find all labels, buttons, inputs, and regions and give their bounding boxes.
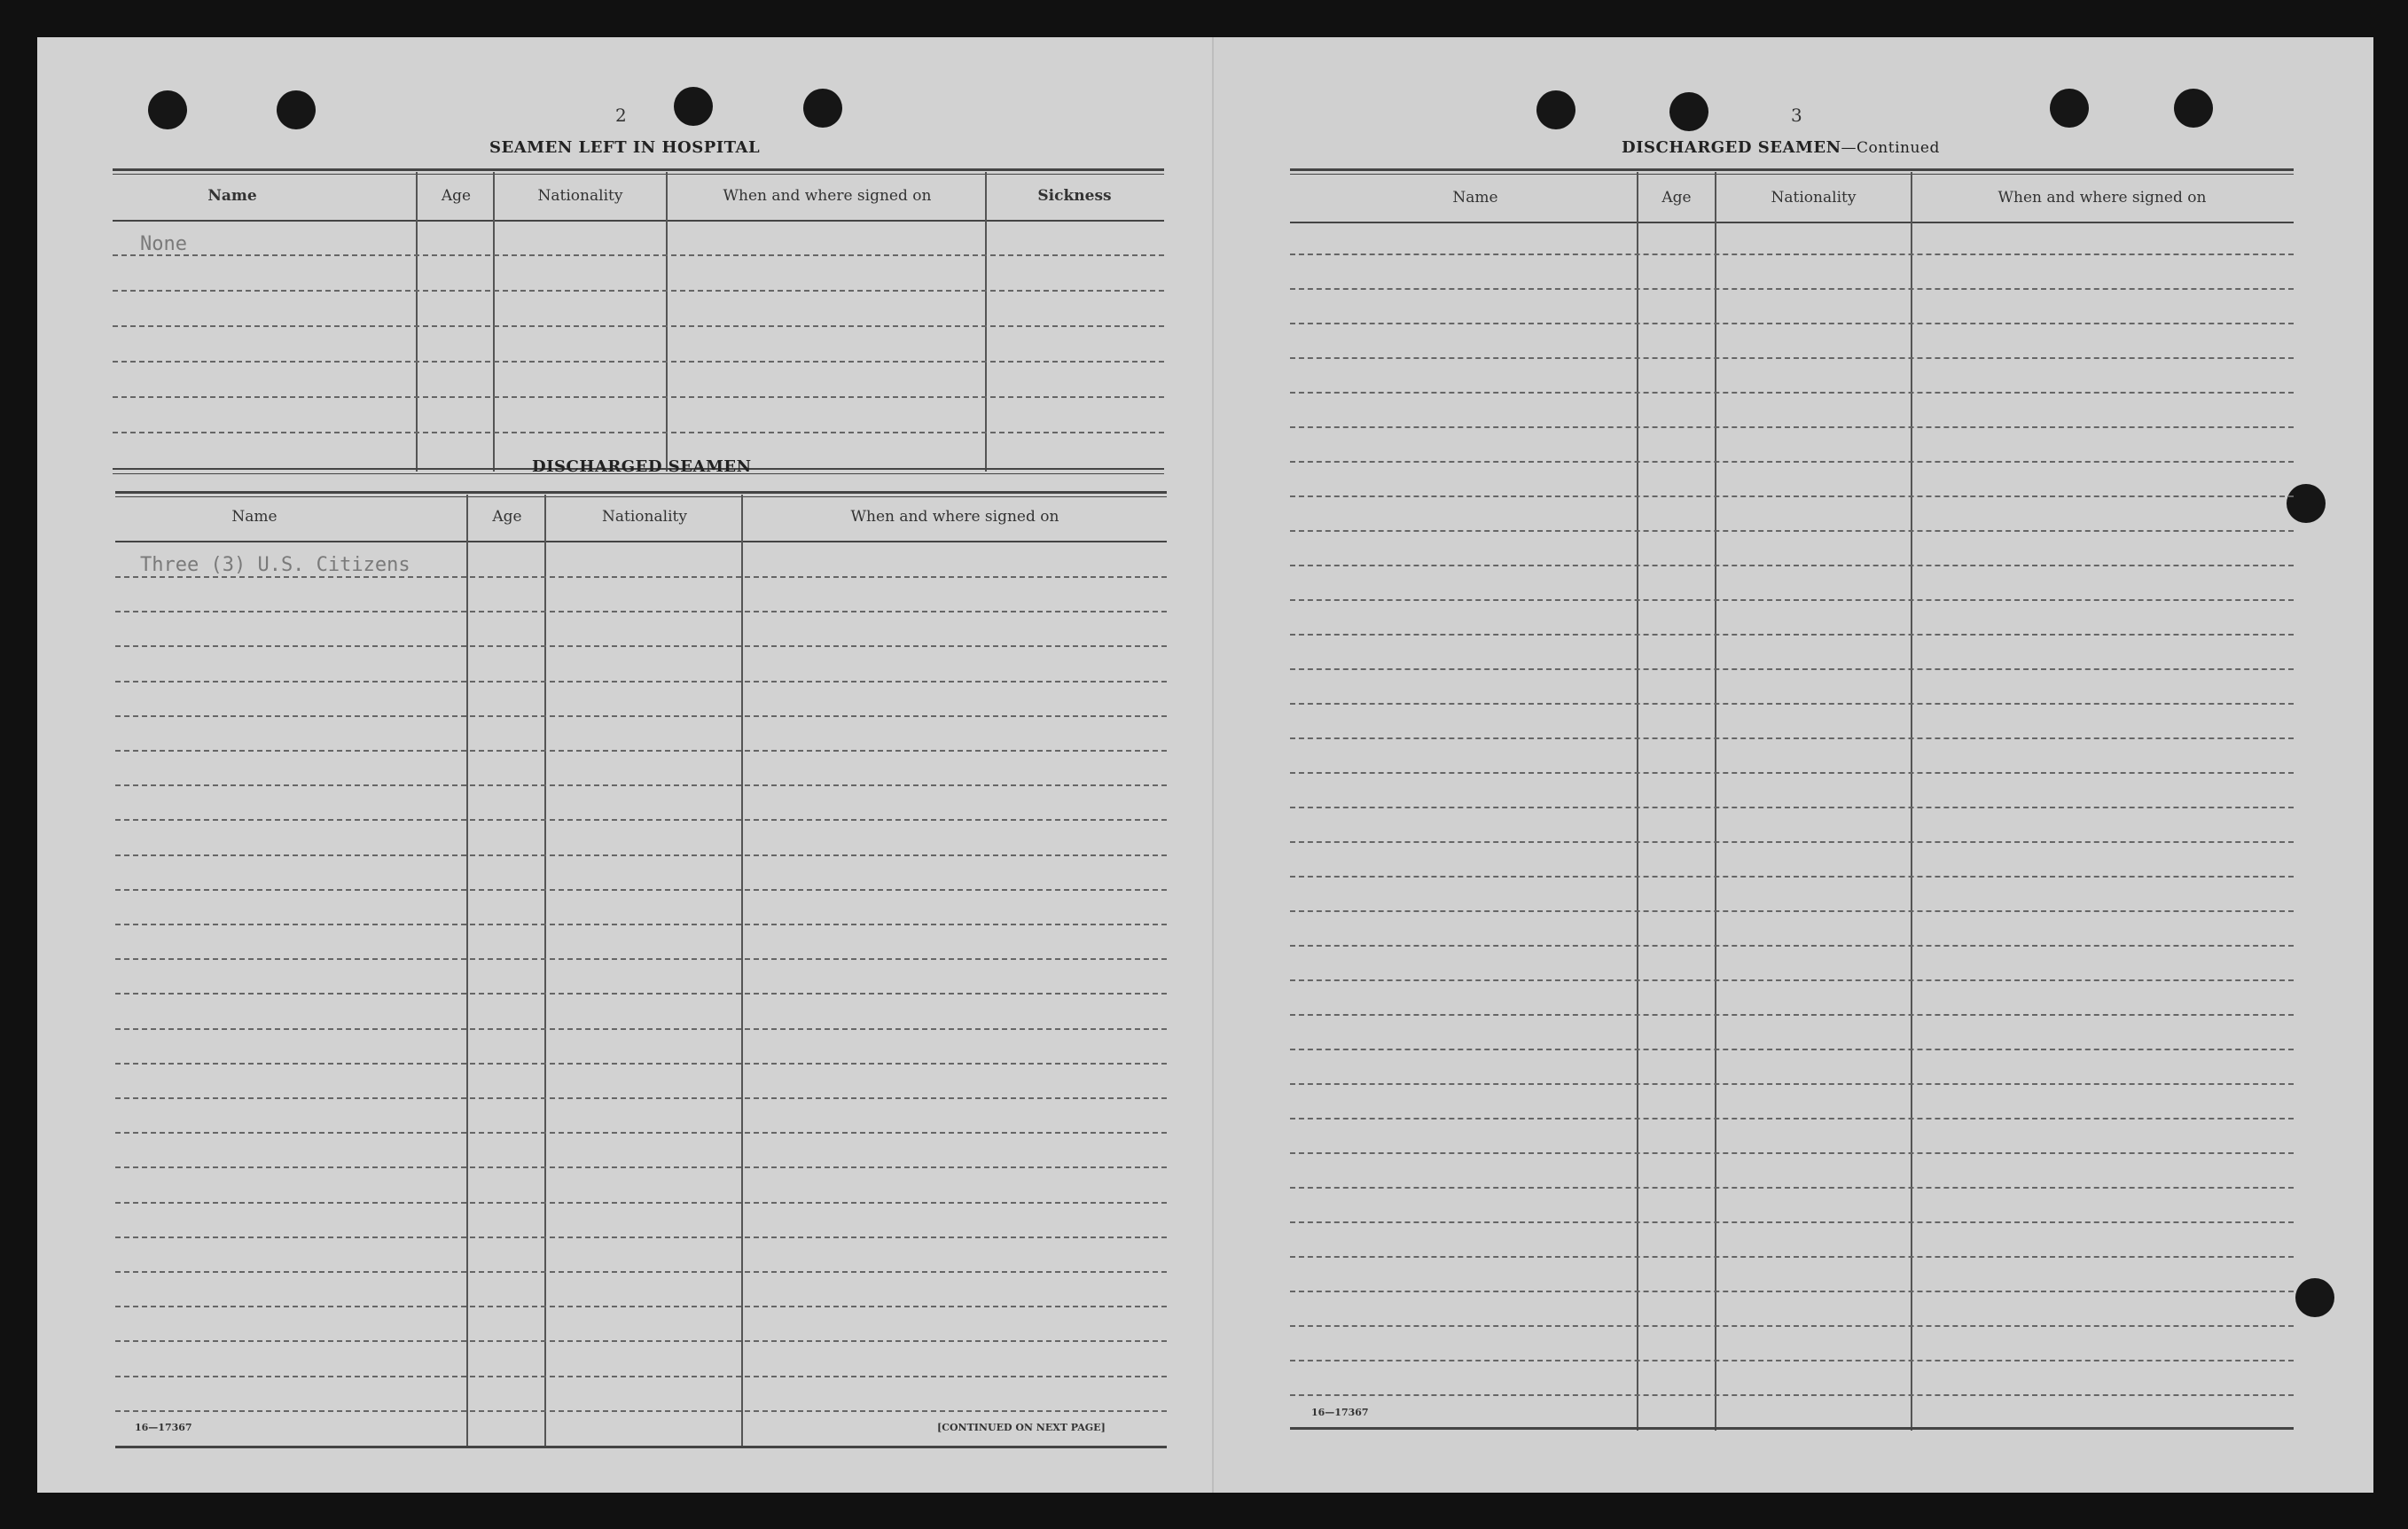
ruled-line — [1290, 737, 2294, 739]
ruled-line — [115, 1236, 1167, 1238]
ruled-line — [1290, 1256, 2294, 1258]
hospital-section-title: SEAMEN LEFT IN HOSPITAL — [489, 138, 761, 157]
form-number: 16—17367 — [135, 1422, 192, 1433]
ruled-line — [1290, 1291, 2294, 1292]
ruled-line — [1290, 426, 2294, 428]
ruled-line — [1290, 1049, 2294, 1050]
hospital-header-sickness: Sickness — [1037, 187, 1112, 205]
ruled-line — [1290, 288, 2294, 290]
ruled-line — [1290, 1118, 2294, 1119]
punch-hole — [148, 90, 187, 129]
ruled-line — [1290, 634, 2294, 636]
punch-hole — [2174, 89, 2213, 128]
ruled-line — [1290, 461, 2294, 463]
continued-header-nationality: Nationality — [1771, 189, 1857, 207]
hospital-header-nationality: Nationality — [537, 187, 623, 205]
punch-hole — [1536, 90, 1575, 129]
ruled-line — [1290, 772, 2294, 774]
ruled-line — [115, 1097, 1167, 1099]
ruled-line — [115, 1063, 1167, 1065]
punch-hole — [2050, 89, 2089, 128]
discharged-section-title: DISCHARGED SEAMEN — [532, 457, 752, 476]
punch-hole — [803, 89, 842, 128]
ruled-line — [1290, 668, 2294, 670]
ruled-line — [1290, 1187, 2294, 1189]
ruled-line — [115, 854, 1167, 856]
continued-note: [CONTINUED ON NEXT PAGE] — [937, 1422, 1106, 1433]
discharged-header-nationality: Nationality — [602, 508, 687, 526]
ruled-line — [1290, 254, 2294, 255]
ruled-line — [115, 715, 1167, 717]
ruled-line — [1290, 876, 2294, 878]
discharged-header-age: Age — [492, 508, 522, 526]
ruled-line — [1290, 1152, 2294, 1154]
ruled-line — [115, 576, 1167, 578]
ruled-line — [115, 924, 1167, 925]
ruled-line — [1290, 979, 2294, 981]
ruled-line — [115, 645, 1167, 647]
ruled-line — [115, 681, 1167, 683]
ruled-line — [115, 1202, 1167, 1204]
ruled-line — [115, 1166, 1167, 1168]
ruled-line — [1290, 1325, 2294, 1327]
ruled-line — [115, 611, 1167, 612]
title-continued: —Continued — [1841, 139, 1940, 157]
left-page — [37, 37, 1212, 1493]
ruled-line — [115, 1340, 1167, 1342]
ruled-line — [1290, 357, 2294, 359]
title-main: DISCHARGED SEAMEN — [1622, 138, 1841, 157]
punch-hole — [2287, 484, 2326, 523]
ruled-line — [115, 819, 1167, 821]
discharged-header-name: Name — [231, 508, 278, 526]
punch-hole — [1669, 92, 1708, 131]
ruled-line — [115, 1028, 1167, 1030]
ruled-line — [1290, 841, 2294, 843]
page-number: 3 — [1791, 105, 1802, 126]
ruled-line — [115, 750, 1167, 752]
ruled-line — [115, 1271, 1167, 1273]
ruled-line — [115, 1306, 1167, 1307]
hospital-entry: None — [140, 233, 187, 255]
continued-header-signed-on: When and where signed on — [1998, 189, 2207, 207]
ruled-line — [1290, 703, 2294, 705]
ruled-line — [1290, 1360, 2294, 1361]
ruled-line — [1290, 323, 2294, 324]
discharged-entry: Three (3) U.S. Citizens — [140, 554, 410, 576]
ruled-line — [1290, 945, 2294, 947]
ruled-line — [1290, 807, 2294, 808]
continued-header-age: Age — [1661, 189, 1692, 207]
ruled-line — [1290, 1394, 2294, 1396]
punch-hole — [2295, 1278, 2334, 1317]
continued-header-name: Name — [1452, 189, 1498, 207]
hospital-header-age: Age — [441, 187, 472, 205]
ruled-line — [1290, 1083, 2294, 1085]
ruled-line — [115, 1376, 1167, 1377]
hospital-header-name: Name — [207, 187, 257, 205]
ruled-line — [1290, 530, 2294, 532]
ruled-line — [1290, 495, 2294, 497]
ruled-line — [1290, 1221, 2294, 1223]
hospital-header-signed-on: When and where signed on — [723, 187, 932, 205]
right-page — [1212, 37, 2373, 1493]
ruled-line — [115, 1132, 1167, 1134]
ruled-line — [1290, 910, 2294, 912]
ruled-line — [1290, 392, 2294, 394]
ruled-line — [115, 958, 1167, 960]
ruled-line — [1290, 599, 2294, 601]
punch-hole — [674, 87, 713, 126]
ruled-line — [115, 889, 1167, 891]
ruled-line — [1290, 1014, 2294, 1016]
discharged-header-signed-on: When and where signed on — [850, 508, 1059, 526]
form-number: 16—17367 — [1311, 1407, 1369, 1418]
ruled-line — [115, 1410, 1167, 1412]
ruled-line — [115, 784, 1167, 786]
discharged-continued-title — [1622, 138, 1940, 157]
page-number: 2 — [615, 105, 627, 126]
punch-hole — [277, 90, 316, 129]
ruled-line — [1290, 565, 2294, 566]
ruled-line — [115, 993, 1167, 995]
